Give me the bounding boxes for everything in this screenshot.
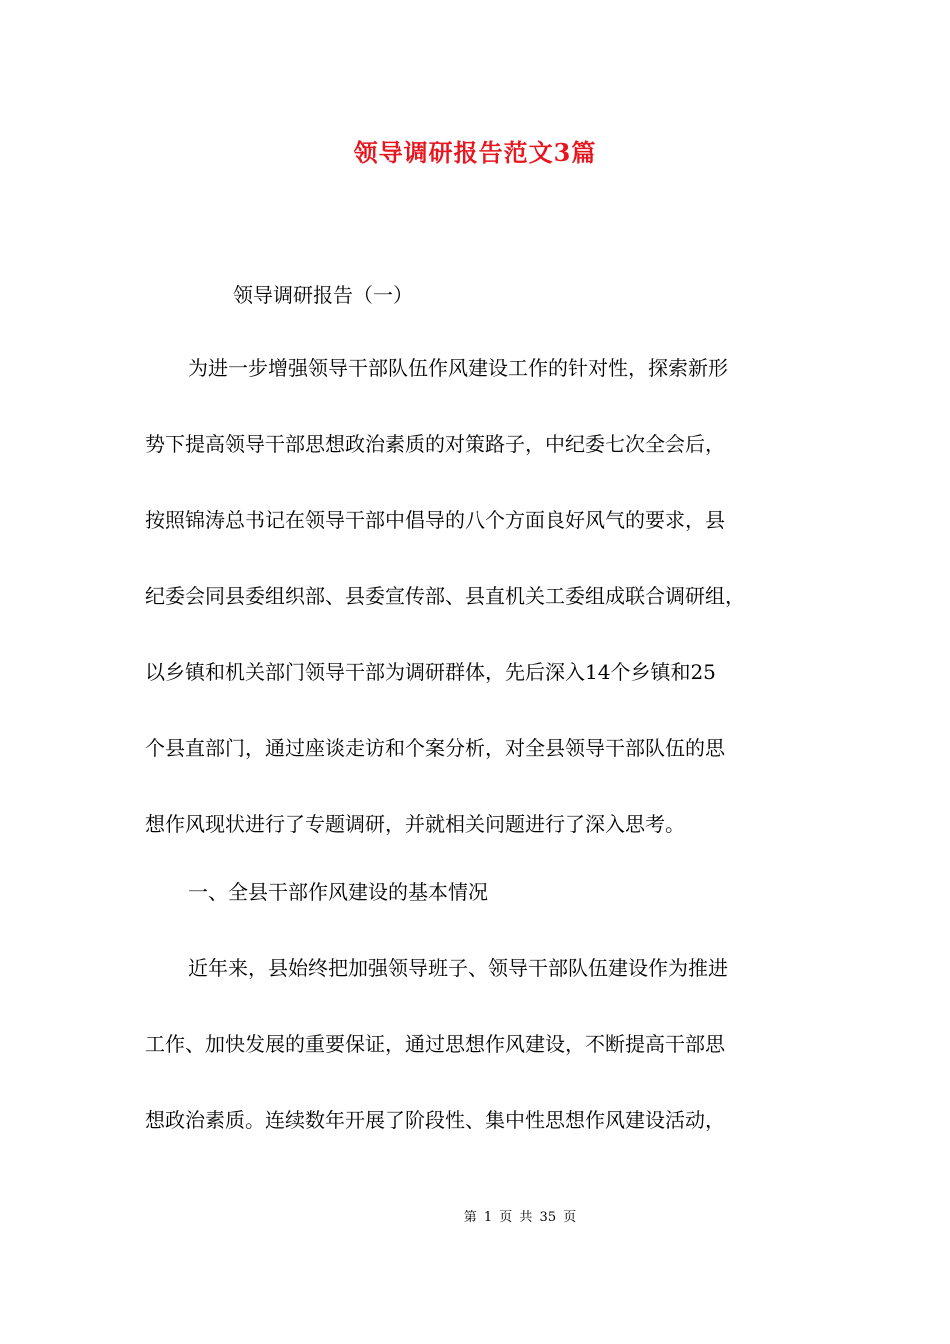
paragraph-line: 个县直部门，通过座谈走访和个案分析，对全县领导干部队伍的思 (145, 736, 725, 760)
paragraph-line: 以乡镇和机关部门领导干部为调研群体，先后深入14个乡镇和25 (145, 660, 716, 684)
report-subheading: 领导调研报告（一） (233, 283, 413, 307)
page-number-footer: 第 1 页 共 35 页 (463, 1210, 577, 1225)
paragraph-line: 想作风现状进行了专题调研，并就相关问题进行了深入思考。 (145, 812, 685, 836)
document-title: 领导调研报告范文3篇 (353, 138, 597, 167)
paragraph-line: 为进一步增强领导干部队伍作风建设工作的针对性，探索新形 (188, 356, 728, 380)
section-heading: 一、全县干部作风建设的基本情况 (188, 880, 488, 904)
paragraph-line: 按照锦涛总书记在领导干部中倡导的八个方面良好风气的要求，县 (145, 508, 725, 532)
paragraph-line: 势下提高领导干部思想政治素质的对策路子，中纪委七次全会后， (145, 432, 725, 456)
paragraph-line: 工作、加快发展的重要保证，通过思想作风建设，不断提高干部思 (145, 1032, 725, 1056)
paragraph-line: 想政治素质。连续数年开展了阶段性、集中性思想作风建设活动， (145, 1108, 725, 1132)
paragraph-line: 近年来，县始终把加强领导班子、领导干部队伍建设作为推进 (188, 956, 728, 980)
paragraph-line: 纪委会同县委组织部、县委宣传部、县直机关工委组成联合调研组， (145, 584, 745, 608)
